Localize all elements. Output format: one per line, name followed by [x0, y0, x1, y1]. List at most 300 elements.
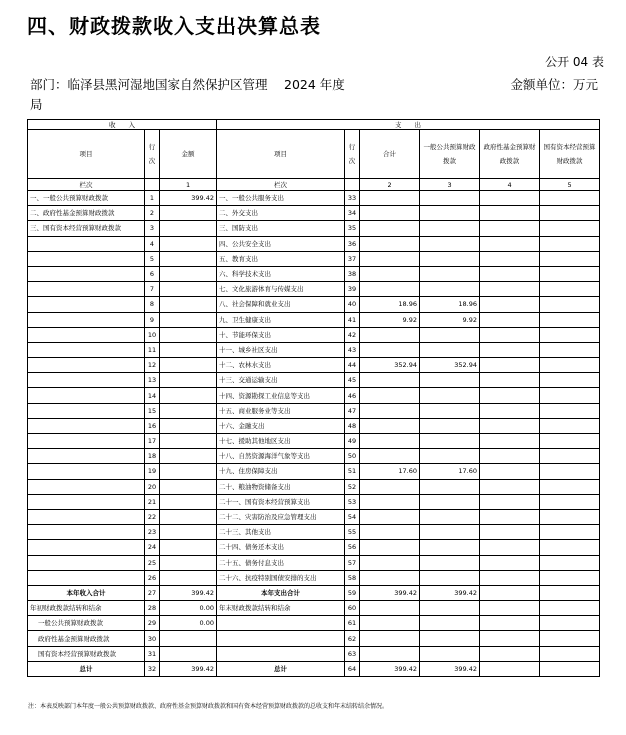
expense-line: 40: [345, 297, 360, 312]
income-item: [28, 403, 145, 418]
income-line: 24: [145, 540, 160, 555]
expense-item: [217, 631, 345, 646]
total-amount: [360, 418, 420, 433]
expense-item: 十一、城乡社区支出: [217, 342, 345, 357]
table-row: [28, 206, 600, 221]
income-line: 18: [145, 449, 160, 464]
expense-line: 59: [345, 585, 360, 600]
income-item: 二、政府性基金预算财政拨款: [28, 206, 145, 221]
budget-table: [27, 119, 600, 677]
income-item: 一般公共预算财政拨款: [28, 616, 145, 631]
gov-fund-amount: [480, 221, 540, 236]
income-item: [28, 327, 145, 342]
expense-item-header: 项目: [217, 130, 345, 179]
total-amount: [360, 266, 420, 281]
gov-fund-amount: [480, 342, 540, 357]
table-row: [28, 388, 600, 403]
expense-line: 57: [345, 555, 360, 570]
income-amount: [160, 206, 217, 221]
total-amount: [360, 342, 420, 357]
income-line: 12: [145, 358, 160, 373]
total-amount: 352.94: [360, 358, 420, 373]
summary-row: [28, 616, 600, 631]
total-amount: [360, 479, 420, 494]
expense-item: 十三、交通运输支出: [217, 373, 345, 388]
table-row: [28, 555, 600, 570]
table-row: [28, 191, 600, 206]
income-amount: [160, 646, 217, 661]
expense-line: 56: [345, 540, 360, 555]
state-capital-amount: [540, 282, 600, 297]
income-item: [28, 555, 145, 570]
table-row: [28, 266, 600, 281]
income-item: 国有资本经营预算财政拨款: [28, 646, 145, 661]
total-amount: [360, 434, 420, 449]
gen-budget-amount: [420, 251, 480, 266]
gen-budget-amount: [420, 236, 480, 251]
gov-fund-amount: [480, 601, 540, 616]
income-line: 1: [145, 191, 160, 206]
gen-budget-amount: [420, 221, 480, 236]
gov-fund-amount: [480, 616, 540, 631]
total-amount: [360, 388, 420, 403]
expense-line: 42: [345, 327, 360, 342]
expense-line: 39: [345, 282, 360, 297]
income-line: 7: [145, 282, 160, 297]
gen-budget-amount: 17.60: [420, 464, 480, 479]
income-line: 27: [145, 585, 160, 600]
total-amount: [360, 403, 420, 418]
income-line: 6: [145, 266, 160, 281]
expense-item: 八、社会保障和就业支出: [217, 297, 345, 312]
gov-fund-amount: [480, 418, 540, 433]
state-capital-amount: [540, 540, 600, 555]
gen-budget-amount: [420, 449, 480, 464]
income-line: 31: [145, 646, 160, 661]
gov-fund-amount: [480, 509, 540, 524]
gov-fund-amount: [480, 388, 540, 403]
col-number-2: 2: [360, 179, 420, 191]
income-item: [28, 570, 145, 585]
table-row: [28, 464, 600, 479]
income-line: 30: [145, 631, 160, 646]
state-capital-amount: [540, 221, 600, 236]
gen-budget-amount: [420, 342, 480, 357]
footnote: 注：本表反映部门本年度一般公共预算财政拨款、政府性基金预算财政拨款和国有资本经营预算财政拨款的总收支和年末结转结余情况。: [28, 703, 389, 710]
table-row: [28, 479, 600, 494]
expense-line: 37: [345, 251, 360, 266]
gov-fund-amount: [480, 327, 540, 342]
total-amount: [360, 616, 420, 631]
table-row: [28, 297, 600, 312]
gen-budget-amount: [420, 525, 480, 540]
gov-fund-amount: [480, 464, 540, 479]
income-amount: [160, 236, 217, 251]
income-line: 8: [145, 297, 160, 312]
gov-fund-header: 政府性基金预算财政拨款: [480, 130, 540, 179]
expense-line: 43: [345, 342, 360, 357]
income-item: [28, 282, 145, 297]
gen-budget-header: 一般公共预算财政拨款: [420, 130, 480, 179]
gov-fund-amount: [480, 206, 540, 221]
gov-fund-amount: [480, 555, 540, 570]
total-amount: [360, 206, 420, 221]
income-amount: [160, 570, 217, 585]
expense-line: 49: [345, 434, 360, 449]
total-amount: 399.42: [360, 585, 420, 600]
income-amount: [160, 464, 217, 479]
section-header-row: [28, 120, 600, 130]
income-item: [28, 297, 145, 312]
table-row: [28, 449, 600, 464]
state-capital-amount: [540, 206, 600, 221]
expense-item: 四、公共安全支出: [217, 236, 345, 251]
expense-item: 三、国防支出: [217, 221, 345, 236]
income-line: 32: [145, 661, 160, 676]
income-line: 10: [145, 327, 160, 342]
state-capital-amount: [540, 601, 600, 616]
state-capital-amount: [540, 631, 600, 646]
state-capital-amount: [540, 494, 600, 509]
total-amount: [360, 570, 420, 585]
summary-row: [28, 646, 600, 661]
expense-item: 五、教育支出: [217, 251, 345, 266]
income-item: [28, 449, 145, 464]
income-item: [28, 251, 145, 266]
income-line: 14: [145, 388, 160, 403]
expense-line: 50: [345, 449, 360, 464]
state-capital-amount: [540, 297, 600, 312]
expense-item: 年末财政拨款结转和结余: [217, 601, 345, 616]
income-item: [28, 236, 145, 251]
gov-fund-amount: [480, 236, 540, 251]
income-section-header: 收 入: [28, 120, 217, 130]
income-item: [28, 525, 145, 540]
total-amount: [360, 646, 420, 661]
income-line: 28: [145, 601, 160, 616]
gov-fund-amount: [480, 631, 540, 646]
income-amount: 0.00: [160, 616, 217, 631]
gov-fund-amount: [480, 373, 540, 388]
table-row: [28, 525, 600, 540]
state-capital-amount: [540, 403, 600, 418]
income-line: 13: [145, 373, 160, 388]
gov-fund-amount: [480, 540, 540, 555]
table-row: [28, 327, 600, 342]
income-amount: [160, 540, 217, 555]
expense-line: 55: [345, 525, 360, 540]
gov-fund-amount: [480, 570, 540, 585]
expense-item: 一、一般公共服务支出: [217, 191, 345, 206]
income-line: 22: [145, 509, 160, 524]
income-item: [28, 479, 145, 494]
summary-row: [28, 631, 600, 646]
state-capital-amount: [540, 388, 600, 403]
expense-line: 48: [345, 418, 360, 433]
total-amount: [360, 494, 420, 509]
gen-budget-amount: [420, 434, 480, 449]
income-item: 本年收入合计: [28, 585, 145, 600]
income-item: [28, 464, 145, 479]
total-amount: [360, 327, 420, 342]
expense-item: 二十五、债务付息支出: [217, 555, 345, 570]
expense-item: 十二、农林水支出: [217, 358, 345, 373]
state-capital-amount: [540, 312, 600, 327]
col-label: 栏次: [217, 179, 345, 191]
expense-line: 44: [345, 358, 360, 373]
department-label: 部门：临泽县黑河湿地国家自然保护区管理局: [30, 77, 268, 112]
table-row: [28, 570, 600, 585]
income-item: [28, 418, 145, 433]
income-item: [28, 494, 145, 509]
table-row: [28, 342, 600, 357]
expense-line: 35: [345, 221, 360, 236]
expense-line: 36: [345, 236, 360, 251]
total-amount: 17.60: [360, 464, 420, 479]
state-capital-amount: [540, 418, 600, 433]
gen-budget-amount: 9.92: [420, 312, 480, 327]
table-row: [28, 434, 600, 449]
state-capital-amount: [540, 342, 600, 357]
table-row: [28, 282, 600, 297]
gen-budget-amount: [420, 570, 480, 585]
income-item: [28, 434, 145, 449]
income-amount: [160, 525, 217, 540]
total-amount: [360, 449, 420, 464]
gov-fund-amount: [480, 266, 540, 281]
state-capital-amount: [540, 449, 600, 464]
state-capital-amount: [540, 327, 600, 342]
state-capital-amount: [540, 236, 600, 251]
col-label: 栏次: [28, 179, 145, 191]
gen-budget-amount: [420, 601, 480, 616]
gen-budget-amount: [420, 616, 480, 631]
gen-budget-amount: [420, 191, 480, 206]
income-amount: 399.42: [160, 585, 217, 600]
expense-item: 总计: [217, 661, 345, 676]
gov-fund-amount: [480, 661, 540, 676]
income-item: 政府性基金预算财政拨款: [28, 631, 145, 646]
table-row: [28, 494, 600, 509]
total-amount: [360, 191, 420, 206]
expense-item: [217, 616, 345, 631]
income-amount: [160, 494, 217, 509]
income-item: [28, 266, 145, 281]
table-row: [28, 251, 600, 266]
gen-budget-amount: [420, 327, 480, 342]
total-header: 合计: [360, 130, 420, 179]
gen-budget-amount: 352.94: [420, 358, 480, 373]
expense-item: 二十、粮油物资储备支出: [217, 479, 345, 494]
total-amount: [360, 525, 420, 540]
income-amount: [160, 555, 217, 570]
state-capital-amount: [540, 525, 600, 540]
expense-line: 46: [345, 388, 360, 403]
expense-line: 60: [345, 601, 360, 616]
gen-budget-amount: 399.42: [420, 585, 480, 600]
table-row: [28, 236, 600, 251]
gen-budget-amount: 18.96: [420, 297, 480, 312]
expense-line: 38: [345, 266, 360, 281]
expense-line: 47: [345, 403, 360, 418]
income-amount: [160, 282, 217, 297]
expense-line: 64: [345, 661, 360, 676]
expense-item: 二十一、国有资本经营预算支出: [217, 494, 345, 509]
income-line: 25: [145, 555, 160, 570]
gov-fund-amount: [480, 646, 540, 661]
income-amount: [160, 297, 217, 312]
table-row: [28, 540, 600, 555]
expense-section-header: 支 出: [217, 120, 600, 130]
form-code: 公开 04 表: [545, 55, 604, 69]
summary-row: [28, 585, 600, 600]
gov-fund-amount: [480, 358, 540, 373]
gen-budget-amount: [420, 206, 480, 221]
gov-fund-amount: [480, 282, 540, 297]
income-item: [28, 540, 145, 555]
expense-item: 九、卫生健康支出: [217, 312, 345, 327]
expense-line: 34: [345, 206, 360, 221]
page-title: 四、财政拨款收入支出决算总表: [27, 14, 321, 38]
expense-line: 58: [345, 570, 360, 585]
income-line-header: 行次: [145, 130, 160, 179]
state-capital-amount: [540, 251, 600, 266]
col-blank: [345, 179, 360, 191]
expense-item: 本年支出合计: [217, 585, 345, 600]
total-amount: [360, 221, 420, 236]
income-line: 11: [145, 342, 160, 357]
gov-fund-amount: [480, 297, 540, 312]
expense-item: 十七、援助其他地区支出: [217, 434, 345, 449]
gov-fund-amount: [480, 525, 540, 540]
total-amount: [360, 509, 420, 524]
gov-fund-amount: [480, 251, 540, 266]
income-line: 3: [145, 221, 160, 236]
expense-line: 45: [345, 373, 360, 388]
income-amount: [160, 509, 217, 524]
income-item: 一、一般公共预算财政拨款: [28, 191, 145, 206]
total-amount: [360, 540, 420, 555]
state-capital-amount: [540, 266, 600, 281]
income-line: 15: [145, 403, 160, 418]
gen-budget-amount: [420, 646, 480, 661]
total-amount: 18.96: [360, 297, 420, 312]
income-amount: [160, 388, 217, 403]
income-line: 9: [145, 312, 160, 327]
state-capital-amount: [540, 464, 600, 479]
expense-item: 二、外交支出: [217, 206, 345, 221]
income-line: 5: [145, 251, 160, 266]
table-row: [28, 403, 600, 418]
income-line: 16: [145, 418, 160, 433]
total-amount: [360, 236, 420, 251]
income-line: 21: [145, 494, 160, 509]
column-number-row: [28, 179, 600, 191]
income-amount: [160, 449, 217, 464]
income-amount: [160, 342, 217, 357]
gen-budget-amount: [420, 373, 480, 388]
expense-item: 十八、自然资源海洋气象等支出: [217, 449, 345, 464]
gov-fund-amount: [480, 494, 540, 509]
income-amount: [160, 403, 217, 418]
gen-budget-amount: [420, 555, 480, 570]
income-item: [28, 388, 145, 403]
expense-item: 二十四、债务还本支出: [217, 540, 345, 555]
expense-item: 二十三、其他支出: [217, 525, 345, 540]
gen-budget-amount: 399.42: [420, 661, 480, 676]
income-amount: [160, 434, 217, 449]
gen-budget-amount: [420, 282, 480, 297]
total-amount: 399.42: [360, 661, 420, 676]
income-item-header: 项目: [28, 130, 145, 179]
gov-fund-amount: [480, 449, 540, 464]
col-number-1: 1: [160, 179, 217, 191]
income-line: 23: [145, 525, 160, 540]
income-amount: 399.42: [160, 191, 217, 206]
income-amount: [160, 266, 217, 281]
income-amount: [160, 479, 217, 494]
expense-item: 十五、商业服务业等支出: [217, 403, 345, 418]
total-amount: 9.92: [360, 312, 420, 327]
gen-budget-amount: [420, 479, 480, 494]
col-number-3: 3: [420, 179, 480, 191]
total-amount: [360, 251, 420, 266]
expense-item: 六、科学技术支出: [217, 266, 345, 281]
income-amount: [160, 358, 217, 373]
gen-budget-amount: [420, 418, 480, 433]
gov-fund-amount: [480, 403, 540, 418]
column-header-row: [28, 130, 600, 179]
expense-item: 二十六、抗疫特别国债安排的支出: [217, 570, 345, 585]
income-amount: [160, 631, 217, 646]
expense-line: 52: [345, 479, 360, 494]
income-item: [28, 373, 145, 388]
gen-budget-amount: [420, 266, 480, 281]
total-amount: [360, 373, 420, 388]
state-capital-amount: [540, 509, 600, 524]
income-amount: 0.00: [160, 601, 217, 616]
income-amount-header: 金额: [160, 130, 217, 179]
income-amount: [160, 221, 217, 236]
state-capital-amount: [540, 191, 600, 206]
expense-line: 63: [345, 646, 360, 661]
income-line: 17: [145, 434, 160, 449]
income-amount: 399.42: [160, 661, 217, 676]
table-row: [28, 312, 600, 327]
state-capital-amount: [540, 555, 600, 570]
table-row: [28, 373, 600, 388]
expense-item: 七、文化旅游体育与传媒支出: [217, 282, 345, 297]
expense-line: 41: [345, 312, 360, 327]
gen-budget-amount: [420, 494, 480, 509]
total-amount: [360, 631, 420, 646]
gen-budget-amount: [420, 631, 480, 646]
expense-line: 33: [345, 191, 360, 206]
expense-item: 十四、资源勘探工业信息等支出: [217, 388, 345, 403]
income-line: 19: [145, 464, 160, 479]
income-amount: [160, 327, 217, 342]
expense-item: 十九、住房保障支出: [217, 464, 345, 479]
expense-line: 53: [345, 494, 360, 509]
expense-item: [217, 646, 345, 661]
income-line: 20: [145, 479, 160, 494]
summary-row: [28, 661, 600, 676]
gen-budget-amount: [420, 509, 480, 524]
state-capital-amount: [540, 479, 600, 494]
col-number-5: 5: [540, 179, 600, 191]
table-row: [28, 418, 600, 433]
state-capital-header: 国有资本经营预算财政拨款: [540, 130, 600, 179]
